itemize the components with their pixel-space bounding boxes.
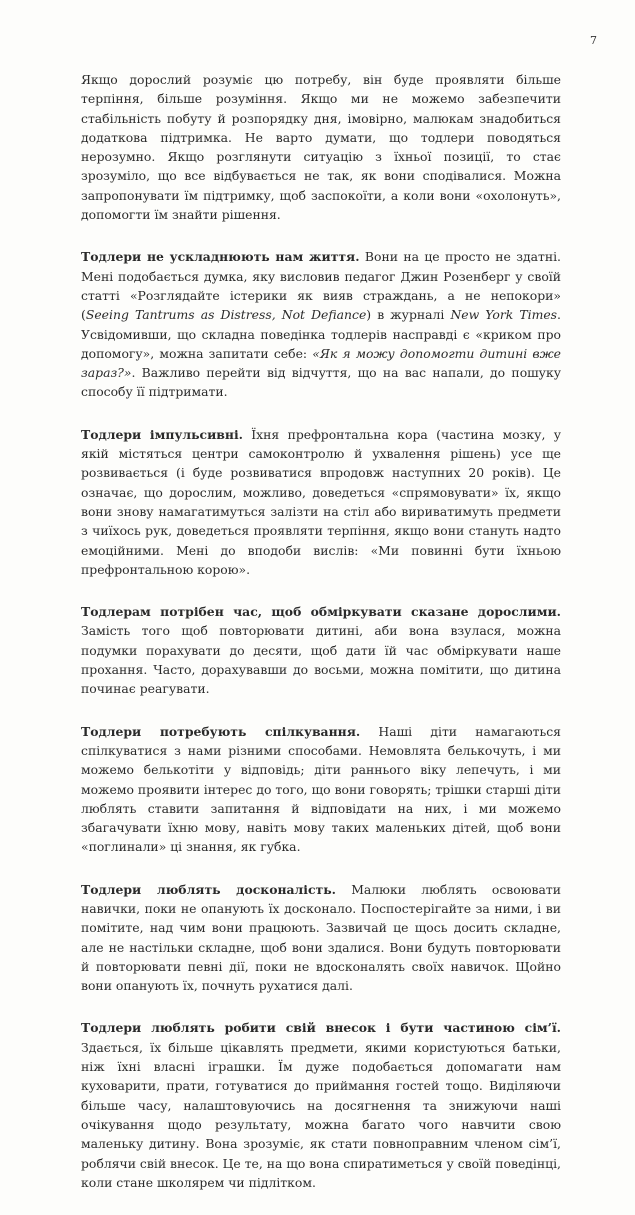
paragraph-perfection xyxy=(81,880,561,996)
body-text xyxy=(81,70,561,1215)
paragraph-text: Вони на це просто не здатні. Мені подобається думка, яку висловив педагог Джин Розенберг у своїй статті «Розглядайте істерики як вияв страждань, а не непокори» ( xyxy=(81,249,561,323)
paragraph-need-time xyxy=(81,602,561,698)
paragraph-text: ) в журналі xyxy=(366,307,451,323)
paragraph-lead: Тодлери не ускладнюють нам життя. xyxy=(81,249,360,265)
paragraph-contribution xyxy=(81,1018,561,1192)
paragraph-text: . Усвідомивши, що складна поведінка тодлерів насправді є «криком про допомогу», можна запитати себе: xyxy=(81,307,561,361)
paragraph-text: Малюки люблять освоювати навички, поки не опанують їх досконало. Поспостерігайте за ними, і ви помітите, над чим вони працюють. Зазвичай це щось досить складне, але не настільки складне, щоб вони здалися. Вони будуть повторювати й повторювати певні дії, поки не вдосконалять своїх навичок. Щойно вони опанують їх, почнуть рухатися далі. xyxy=(81,881,561,994)
paragraph-lead: Тодлери люблять робити свій внесок і бути частиною сім’ї. xyxy=(81,1020,561,1036)
paragraph-lead: Тодлери імпульсивні. xyxy=(81,426,243,442)
paragraph-communication xyxy=(81,722,561,857)
paragraph-text: Наші діти намагаються спілкуватися з нами різними способами. Немовлята белькочуть, і ми можемо белькотіти у відповідь; діти раннього віку лепечуть, і ми можемо проявити інтерес до того, що вони говорять; трішки старші діти люблять ставити запитання й відповідати на них, і ми можемо збагачувати їхню мову, навіть мову таких маленьких дітей, щоб вони «поглинали» ці знання, як губка. xyxy=(81,723,561,855)
paragraph-lead: Тодлерам потрібен час, щоб обміркувати сказане дорослими. xyxy=(81,604,561,620)
italic-question: «Як я можу допомогти дитині вже зараз?» xyxy=(81,345,562,381)
page-number: 7 xyxy=(590,34,597,47)
paragraph-intro xyxy=(81,70,561,224)
paragraph-text: Їхня префронтальна кора (частина мозку, у якій містяться центри самоконтролю й ухвалення рішень) усе ще розвивається (і буде розвиватися впродовж наступних 20 років). Це означає, що дорослим, можливо, доведеться «спрямовувати» їх, якщо вони знову намагатимуться залізти на стіл або вириватимуть предмети з чиїхось рук, доведеться проявляти терпіння, якщо вони стануть надто емоційними. Мені до вподоби вислів: «Ми повинні бути їхньою префронтальною корою». xyxy=(81,426,561,577)
paragraph-text: Якщо дорослий розуміє цю потребу, він буде проявляти більше терпіння, більше розуміння. Якщо ми не можемо забезпечити стабільність побуту й розпорядку дня, імовірно, малюкам знадобиться додаткова підтримка. Не варто думати, що тодлери поводяться нерозумно. Якщо розглянути ситуацію з їхньої позиції, то стає зрозуміло, що все відбувається не так, як вони сподівалися. Можна запропонувати їм підтримку, щоб заспокоїти, а коли вони «охолонуть», допомогти їм знайти рішення. xyxy=(81,72,561,223)
article-title-english: Seeing Tantrums as Distress, Not Defiance xyxy=(85,307,367,323)
paragraph-text: . Важливо перейти від відчуття, що на вас напали, до пошуку способу її підтримати. xyxy=(81,365,561,400)
paragraph-text: Здається, їх більше цікавлять предмети, якими користуються батьки, ніж їхні власні іграшки. Їм дуже подобається допомагати нам куховарити, прати, готуватися до приймання гостей тощо. Виділяючи більше часу, налаштовуючись на досягнення та знижуючи наші очікування щодо результату, можна багато чого навчити свою маленьку дитину. Вона зрозуміє, як стати повноправним членом сім’ї, роблячи свій внесок. Це те, на що вона спиратиметься у своїй поведінці, коли стане школярем чи підлітком. xyxy=(81,1039,561,1190)
paragraph-impulsive xyxy=(81,425,561,579)
newspaper-name: New York Times xyxy=(450,307,558,323)
paragraph-not-complicating xyxy=(81,247,561,401)
paragraph-text: Замість того щоб повторювати дитині, аби вона взулася, можна подумки порахувати до десяти, щоб дати їй час обміркувати наше прохання. Часто, дорахувавши до восьми, можна помітити, що дитина починає реагувати. xyxy=(81,623,561,697)
paragraph-lead: Тодлери люблять досконалість. xyxy=(81,881,336,897)
paragraph-lead: Тодлери потребують спілкування. xyxy=(81,723,361,739)
